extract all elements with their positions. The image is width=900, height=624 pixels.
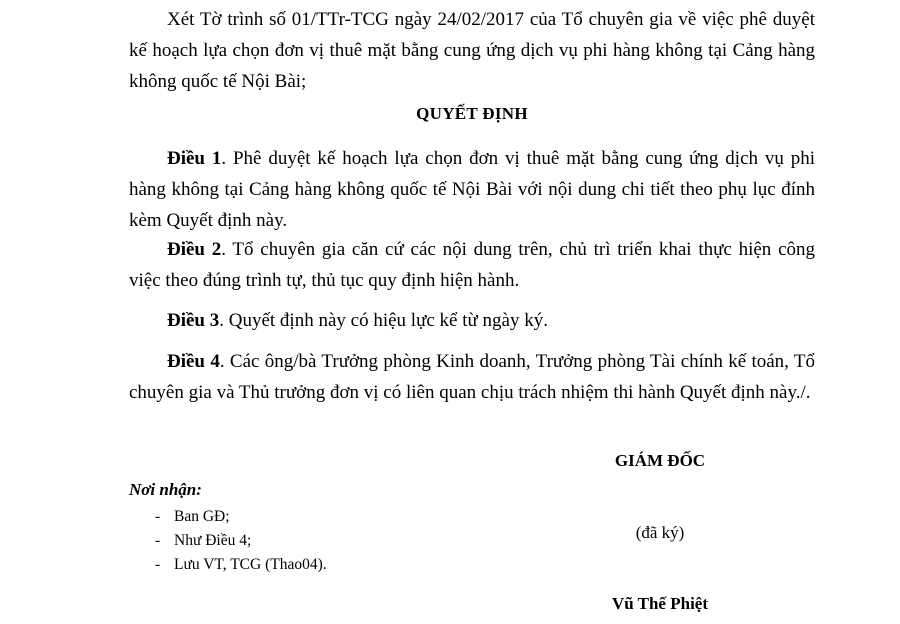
- recipients-label-text: Nơi nhận: [129, 480, 197, 499]
- recipient-text: Như Điều 4;: [174, 532, 252, 549]
- decision-heading: QUYẾT ĐỊNH: [416, 104, 528, 123]
- signer-name: Vũ Thế Phiệt: [611, 594, 709, 613]
- article-3: [129, 305, 815, 336]
- article-2-label: Điều 2: [167, 239, 222, 260]
- article-3-text: . Quyết định này có hiệu lực kể từ ngày ký.: [219, 310, 548, 331]
- recipient-text: Lưu VT, TCG (Thao04).: [174, 556, 327, 573]
- recipients-label: [129, 480, 202, 500]
- article-4: [129, 346, 815, 408]
- signature-note: (đã ký): [635, 523, 685, 542]
- recipient-item: [150, 529, 327, 553]
- recipient-item: [150, 505, 327, 529]
- recipient-item: [150, 553, 327, 577]
- preamble-paragraph: Xét Tờ trình số 01/TTr-TCG ngày 24/02/2017 của Tổ chuyên gia về việc phê duyệt kế hoạch lựa chọn đơn vị thuê mặt bằng cung ứng dịch vụ phi hàng không tại Cảng hàng không quốc tế Nội Bài;: [129, 9, 815, 92]
- article-4-label: Điều 4: [167, 351, 220, 372]
- recipients-label-suffix: :: [196, 480, 202, 499]
- list-dash: -: [155, 556, 161, 573]
- article-1: [129, 143, 815, 236]
- article-4-text: . Các ông/bà Trưởng phòng Kinh doanh, Trưởng phòng Tài chính kế toán, Tổ chuyên gia và Thủ trưởng đơn vị có liên quan chịu trách nhiệm thi hành Quyết định này./.: [129, 351, 816, 403]
- list-dash: -: [155, 532, 161, 549]
- article-2-text: . Tổ chuyên gia căn cứ các nội dung trên, chủ trì triển khai thực hiện công việc theo đúng trình tự, thủ tục quy định hiện hành.: [129, 239, 815, 291]
- article-1-text: . Phê duyệt kế hoạch lựa chọn đơn vị thuê mặt bằng cung ứng dịch vụ phi hàng không tại Cảng hàng không quốc tế Nội Bài với nội dung chi tiết theo phụ lục đính kèm Quyết định này.: [129, 148, 815, 231]
- recipient-text: Ban GĐ;: [174, 508, 230, 525]
- article-2: [129, 234, 815, 296]
- list-dash: -: [155, 508, 161, 525]
- signature-title: GIÁM ĐỐC: [614, 451, 706, 470]
- article-1-label: Điều 1: [167, 148, 222, 169]
- article-3-label: Điều 3: [167, 310, 220, 331]
- recipients-list: [150, 505, 327, 577]
